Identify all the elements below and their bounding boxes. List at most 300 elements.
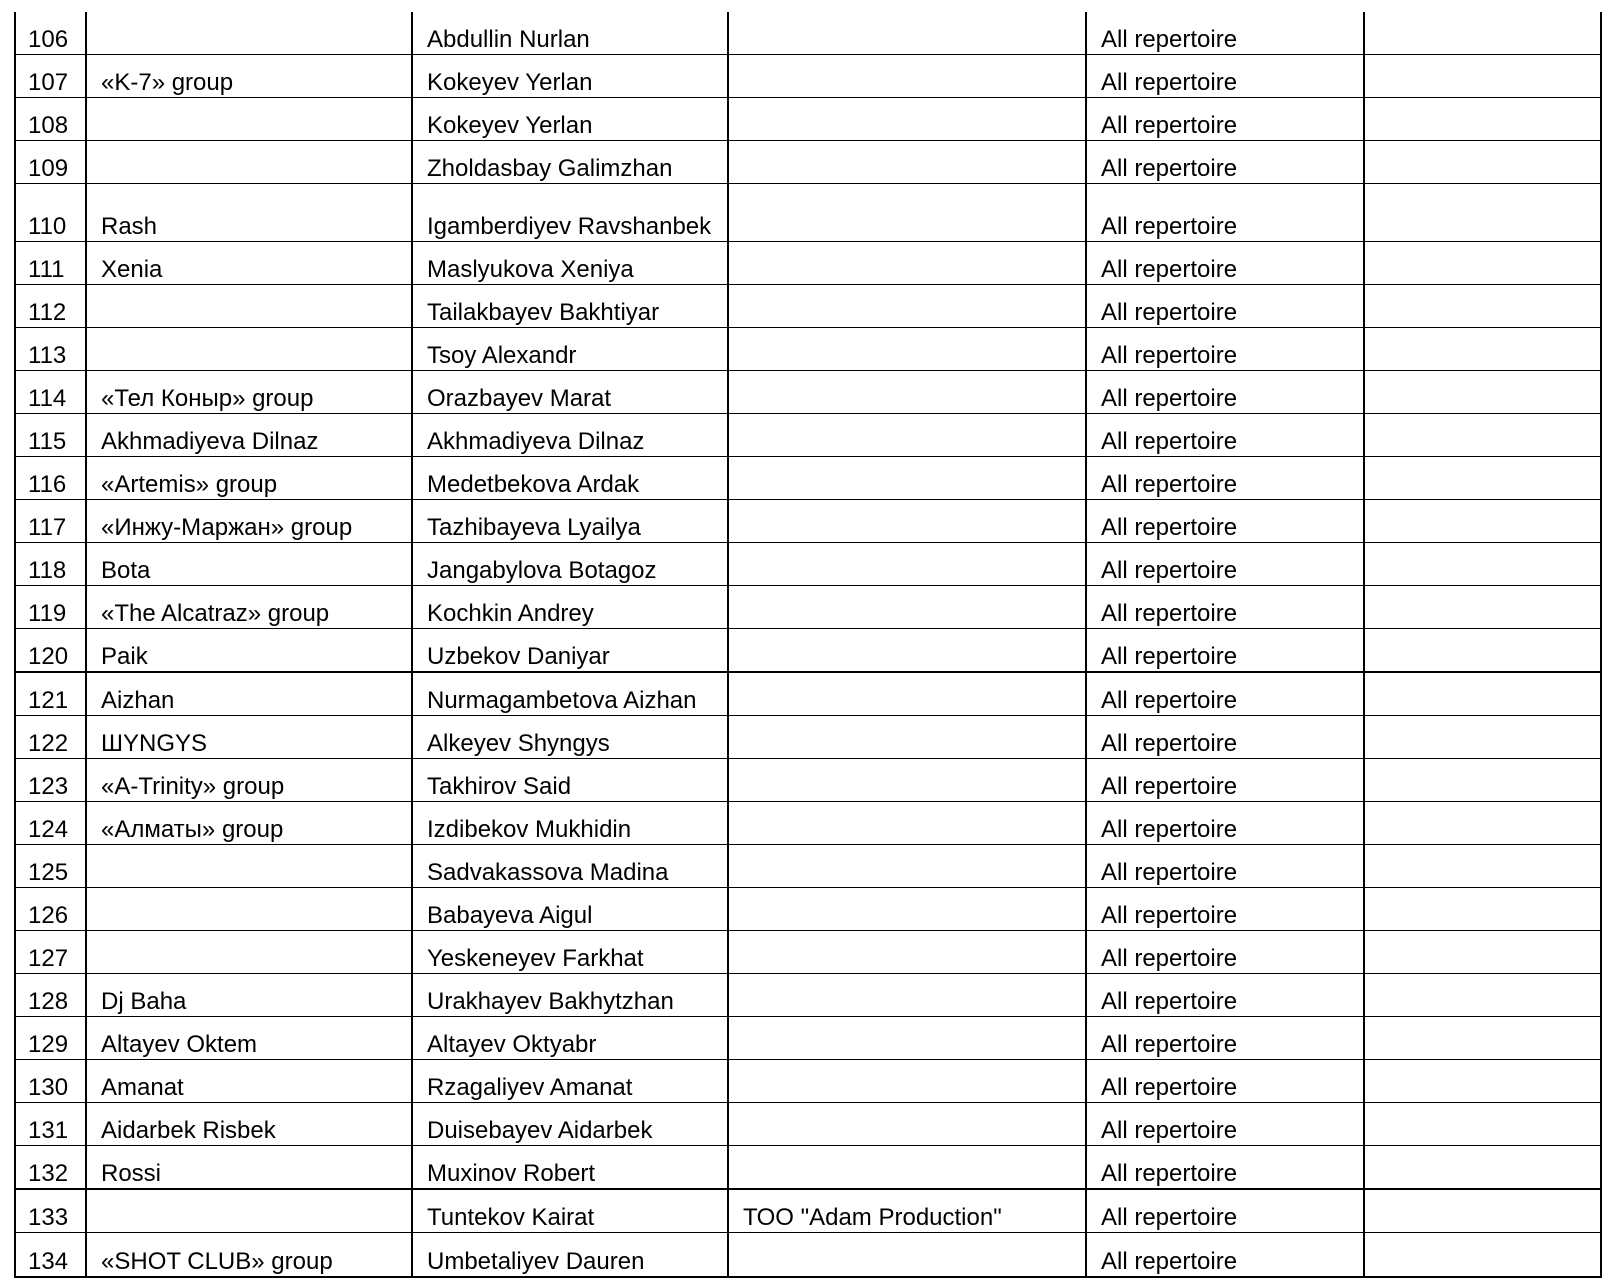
organization-cell (728, 759, 1086, 802)
extra-cell (1364, 328, 1601, 371)
author-name-cell-text: Orazbayev Marat (427, 385, 612, 412)
row-number-cell (15, 974, 86, 1017)
organization-cell (728, 1017, 1086, 1060)
organization-cell (728, 1233, 1086, 1278)
author-name-cell-text: Abdullin Nurlan (427, 26, 590, 53)
author-name-cell (412, 759, 728, 802)
organization-cell (728, 672, 1086, 716)
organization-cell (728, 414, 1086, 457)
repertoire-cell-text: All repertoire (1101, 299, 1238, 326)
alias-cell (86, 672, 412, 716)
row-number-cell (15, 328, 86, 371)
extra-cell (1364, 141, 1601, 184)
table-row (15, 285, 1601, 328)
repertoire-cell-text: All repertoire (1101, 1074, 1238, 1101)
author-name-cell (412, 414, 728, 457)
extra-cell (1364, 184, 1601, 242)
organization-cell (728, 1189, 1086, 1233)
author-name-cell-text: Kokeyev Yerlan (427, 112, 593, 139)
organization-cell-text (743, 1275, 1085, 1276)
table-row (15, 242, 1601, 285)
organization-cell (728, 716, 1086, 759)
alias-cell-text: «Инжу-Маржан» group (101, 514, 353, 541)
table-row (15, 974, 1601, 1017)
repertoire-table-sheet (14, 12, 1600, 1278)
row-number-cell (15, 716, 86, 759)
repertoire-cell-text: All repertoire (1101, 643, 1238, 670)
row-number-cell-text: 126 (28, 902, 69, 929)
organization-cell (728, 500, 1086, 543)
extra-cell (1364, 1060, 1601, 1103)
extra-cell (1364, 974, 1601, 1017)
table-row (15, 802, 1601, 845)
repertoire-cell-text: All repertoire (1101, 213, 1238, 240)
repertoire-cell-text: All repertoire (1101, 859, 1238, 886)
table-row (15, 371, 1601, 414)
author-name-cell-text: Tuntekov Kairat (427, 1204, 595, 1231)
alias-cell-text: «A-Trinity» group (101, 773, 285, 800)
alias-cell (86, 1146, 412, 1190)
alias-cell (86, 759, 412, 802)
organization-cell (728, 931, 1086, 974)
organization-cell (728, 586, 1086, 629)
author-name-cell (412, 457, 728, 500)
table-row (15, 98, 1601, 141)
organization-cell (728, 141, 1086, 184)
alias-cell (86, 285, 412, 328)
author-name-cell-text: Umbetaliyev Dauren (427, 1248, 645, 1275)
alias-cell (86, 974, 412, 1017)
organization-cell (728, 371, 1086, 414)
extra-cell (1364, 414, 1601, 457)
author-name-cell-text: Izdibekov Mukhidin (427, 816, 632, 843)
author-name-cell-text: Kochkin Andrey (427, 600, 594, 627)
table-row (15, 12, 1601, 55)
row-number-cell-text: 119 (28, 600, 67, 627)
author-name-cell-text: Nurmagambetova Aizhan (427, 687, 697, 714)
table-row (15, 716, 1601, 759)
repertoire-cell-text: All repertoire (1101, 1160, 1238, 1187)
repertoire-cell (1086, 1060, 1364, 1103)
extra-cell (1364, 586, 1601, 629)
repertoire-cell-text: All repertoire (1101, 1117, 1238, 1144)
alias-cell (86, 543, 412, 586)
author-name-cell (412, 12, 728, 55)
row-number-cell (15, 931, 86, 974)
alias-cell-text: ШYNGYS (101, 730, 208, 757)
row-number-cell (15, 12, 86, 55)
organization-cell (728, 543, 1086, 586)
table-row (15, 141, 1601, 184)
author-name-cell (412, 1103, 728, 1146)
row-number-cell-text: 107 (28, 69, 69, 96)
row-number-cell (15, 500, 86, 543)
alias-cell (86, 414, 412, 457)
row-number-cell-text: 121 (28, 687, 69, 714)
row-number-cell (15, 1233, 86, 1278)
row-number-cell-text: 111 (28, 256, 65, 283)
row-number-cell (15, 141, 86, 184)
author-name-cell-text: Medetbekova Ardak (427, 471, 640, 498)
author-name-cell (412, 543, 728, 586)
row-number-cell-text: 116 (28, 471, 67, 498)
alias-cell-text: Aidarbek Risbek (101, 1117, 276, 1144)
extra-cell (1364, 888, 1601, 931)
author-name-cell (412, 888, 728, 931)
repertoire-cell-text: All repertoire (1101, 902, 1238, 929)
repertoire-cell (1086, 371, 1364, 414)
row-number-cell (15, 586, 86, 629)
author-name-cell-text: Sadvakassova Madina (427, 859, 669, 886)
row-number-cell (15, 802, 86, 845)
extra-cell (1364, 759, 1601, 802)
row-number-cell-text: 109 (28, 155, 69, 182)
repertoire-cell-text: All repertoire (1101, 428, 1238, 455)
row-number-cell-text: 106 (28, 26, 69, 53)
organization-cell (728, 629, 1086, 673)
row-number-cell (15, 457, 86, 500)
organization-cell (728, 845, 1086, 888)
table-row (15, 500, 1601, 543)
alias-cell (86, 55, 412, 98)
row-number-cell (15, 1189, 86, 1233)
alias-cell (86, 141, 412, 184)
repertoire-cell (1086, 98, 1364, 141)
row-number-cell (15, 1060, 86, 1103)
row-number-cell (15, 1103, 86, 1146)
row-number-cell-text: 130 (28, 1074, 69, 1101)
alias-cell (86, 1233, 412, 1278)
table-row (15, 759, 1601, 802)
row-number-cell (15, 845, 86, 888)
repertoire-cell (1086, 328, 1364, 371)
table-row (15, 586, 1601, 629)
repertoire-cell (1086, 716, 1364, 759)
row-number-cell-text: 120 (28, 643, 69, 670)
row-number-cell (15, 371, 86, 414)
alias-cell (86, 888, 412, 931)
author-name-cell (412, 98, 728, 141)
extra-cell (1364, 1017, 1601, 1060)
repertoire-cell-text: All repertoire (1101, 155, 1238, 182)
repertoire-cell-text: All repertoire (1101, 471, 1238, 498)
repertoire-cell (1086, 974, 1364, 1017)
author-name-cell (412, 371, 728, 414)
table-row (15, 457, 1601, 500)
repertoire-cell-text: All repertoire (1101, 988, 1238, 1015)
alias-cell (86, 931, 412, 974)
table-row (15, 672, 1601, 716)
extra-cell (1364, 716, 1601, 759)
repertoire-cell (1086, 414, 1364, 457)
extra-cell (1364, 672, 1601, 716)
alias-cell-text: «Алматы» group (101, 816, 284, 843)
repertoire-cell-text: All repertoire (1101, 256, 1238, 283)
organization-cell (728, 242, 1086, 285)
table-row (15, 55, 1601, 98)
alias-cell-text: «The Alcatraz» group (101, 600, 330, 627)
repertoire-table (14, 12, 1602, 1278)
extra-cell-text (1379, 1187, 1600, 1188)
author-name-cell (412, 55, 728, 98)
organization-cell (728, 1103, 1086, 1146)
author-name-cell-text: Takhirov Said (427, 773, 572, 800)
table-row (15, 1233, 1601, 1278)
extra-cell (1364, 12, 1601, 55)
author-name-cell (412, 1060, 728, 1103)
author-name-cell-text: Tailakbayev Bakhtiyar (427, 299, 660, 326)
alias-cell (86, 457, 412, 500)
alias-cell (86, 328, 412, 371)
row-number-cell (15, 672, 86, 716)
author-name-cell-text: Jangabylova Botagoz (427, 557, 657, 584)
repertoire-cell (1086, 457, 1364, 500)
repertoire-cell-text: All repertoire (1101, 385, 1238, 412)
row-number-cell-text: 118 (28, 557, 67, 584)
repertoire-cell-text: All repertoire (1101, 514, 1238, 541)
author-name-cell-text: Urakhayev Bakhytzhan (427, 988, 674, 1015)
table-row (15, 414, 1601, 457)
repertoire-cell (1086, 141, 1364, 184)
alias-cell (86, 184, 412, 242)
author-name-cell (412, 931, 728, 974)
repertoire-cell (1086, 1189, 1364, 1233)
extra-cell (1364, 457, 1601, 500)
extra-cell (1364, 285, 1601, 328)
repertoire-cell (1086, 629, 1364, 673)
author-name-cell (412, 285, 728, 328)
author-name-cell (412, 672, 728, 716)
author-name-cell-text: Babayeva Aigul (427, 902, 593, 929)
author-name-cell (412, 802, 728, 845)
author-name-cell (412, 328, 728, 371)
repertoire-cell (1086, 931, 1364, 974)
alias-cell (86, 1189, 412, 1233)
extra-cell-text (1379, 1275, 1600, 1276)
table-row (15, 328, 1601, 371)
repertoire-cell (1086, 586, 1364, 629)
row-number-cell (15, 888, 86, 931)
organization-cell (728, 1060, 1086, 1103)
repertoire-cell (1086, 55, 1364, 98)
author-name-cell-text: Duisebayev Aidarbek (427, 1117, 653, 1144)
alias-cell (86, 629, 412, 673)
table-row (15, 1060, 1601, 1103)
repertoire-cell (1086, 1233, 1364, 1278)
alias-cell-text: Rash (101, 213, 158, 240)
repertoire-cell-text: All repertoire (1101, 773, 1238, 800)
alias-cell-text: Xenia (101, 256, 163, 283)
author-name-cell (412, 974, 728, 1017)
repertoire-cell-text: All repertoire (1101, 600, 1238, 627)
alias-cell-text: Dj Baha (101, 988, 187, 1015)
organization-cell (728, 888, 1086, 931)
author-name-cell (412, 716, 728, 759)
alias-cell (86, 845, 412, 888)
row-number-cell (15, 759, 86, 802)
extra-cell (1364, 802, 1601, 845)
author-name-cell-text: Rzagaliyev Amanat (427, 1074, 633, 1101)
repertoire-cell-text: All repertoire (1101, 816, 1238, 843)
table-row (15, 1017, 1601, 1060)
row-number-cell-text: 133 (28, 1204, 69, 1231)
organization-cell-text: ТОО "Adam Production" (743, 1204, 1002, 1231)
repertoire-cell (1086, 759, 1364, 802)
extra-cell (1364, 1103, 1601, 1146)
repertoire-cell (1086, 500, 1364, 543)
organization-cell (728, 1146, 1086, 1190)
author-name-cell-text: Alkeyev Shyngys (427, 730, 610, 757)
author-name-cell-text: Altayev Oktyabr (427, 1031, 597, 1058)
repertoire-cell-text: All repertoire (1101, 112, 1238, 139)
alias-cell-text: Paik (101, 643, 148, 670)
extra-cell (1364, 1233, 1601, 1278)
extra-cell (1364, 931, 1601, 974)
author-name-cell (412, 242, 728, 285)
row-number-cell (15, 184, 86, 242)
table-row (15, 931, 1601, 974)
repertoire-cell (1086, 184, 1364, 242)
alias-cell-text: «K-7» group (101, 69, 234, 96)
extra-cell (1364, 845, 1601, 888)
repertoire-cell (1086, 242, 1364, 285)
author-name-cell-text: Yeskeneyev Farkhat (427, 945, 644, 972)
table-row (15, 1146, 1601, 1190)
organization-cell-text (743, 670, 1085, 671)
alias-cell (86, 716, 412, 759)
repertoire-cell-text: All repertoire (1101, 342, 1238, 369)
extra-cell (1364, 500, 1601, 543)
repertoire-cell (1086, 888, 1364, 931)
author-name-cell (412, 500, 728, 543)
row-number-cell-text: 110 (28, 213, 67, 240)
row-number-cell-text: 129 (28, 1031, 69, 1058)
organization-cell (728, 457, 1086, 500)
author-name-cell (412, 1146, 728, 1190)
extra-cell (1364, 55, 1601, 98)
repertoire-cell (1086, 1103, 1364, 1146)
extra-cell (1364, 1189, 1601, 1233)
author-name-cell (412, 1233, 728, 1278)
author-name-cell-text: Muxinov Robert (427, 1160, 596, 1187)
alias-cell (86, 500, 412, 543)
alias-cell (86, 802, 412, 845)
alias-cell-text: Altayev Oktem (101, 1031, 258, 1058)
repertoire-cell (1086, 285, 1364, 328)
author-name-cell-text: Uzbekov Daniyar (427, 643, 610, 670)
alias-cell (86, 1103, 412, 1146)
repertoire-cell-text: All repertoire (1101, 945, 1238, 972)
row-number-cell-text: 108 (28, 112, 69, 139)
row-number-cell-text: 127 (28, 945, 69, 972)
alias-cell-text: Rossi (101, 1160, 162, 1187)
repertoire-cell-text: All repertoire (1101, 687, 1238, 714)
table-row (15, 629, 1601, 673)
alias-cell (86, 242, 412, 285)
alias-cell-text: «Artemis» group (101, 471, 278, 498)
row-number-cell (15, 414, 86, 457)
table-row (15, 845, 1601, 888)
row-number-cell (15, 1017, 86, 1060)
alias-cell-text: Akhmadiyeva Dilnaz (101, 428, 319, 455)
repertoire-cell (1086, 543, 1364, 586)
author-name-cell-text: Kokeyev Yerlan (427, 69, 593, 96)
organization-cell-text (743, 1187, 1085, 1188)
repertoire-cell (1086, 672, 1364, 716)
author-name-cell (412, 845, 728, 888)
organization-cell (728, 802, 1086, 845)
author-name-cell-text: Igamberdiyev Ravshanbek (427, 213, 712, 240)
author-name-cell-text: Maslyukova Xeniya (427, 256, 634, 283)
repertoire-cell (1086, 802, 1364, 845)
table-row (15, 1189, 1601, 1233)
extra-cell (1364, 629, 1601, 673)
table-row (15, 184, 1601, 242)
row-number-cell (15, 285, 86, 328)
alias-cell (86, 371, 412, 414)
alias-cell-text: «Тел Коныр» group (101, 385, 314, 412)
row-number-cell (15, 98, 86, 141)
author-name-cell (412, 141, 728, 184)
alias-cell-text: Aizhan (101, 687, 175, 714)
author-name-cell (412, 1017, 728, 1060)
row-number-cell-text: 112 (28, 299, 67, 326)
row-number-cell-text: 117 (28, 514, 67, 541)
author-name-cell-text: Tazhibayeva Lyailya (427, 514, 641, 541)
extra-cell (1364, 543, 1601, 586)
repertoire-cell-text: All repertoire (1101, 69, 1238, 96)
row-number-cell-text: 122 (28, 730, 69, 757)
organization-cell (728, 98, 1086, 141)
row-number-cell-text: 134 (28, 1248, 69, 1275)
author-name-cell (412, 184, 728, 242)
extra-cell (1364, 242, 1601, 285)
row-number-cell-text: 128 (28, 988, 69, 1015)
table-row (15, 543, 1601, 586)
repertoire-cell-text: All repertoire (1101, 1204, 1238, 1231)
repertoire-cell-text: All repertoire (1101, 26, 1238, 53)
row-number-cell-text: 125 (28, 859, 69, 886)
repertoire-cell (1086, 1017, 1364, 1060)
author-name-cell-text: Akhmadiyeva Dilnaz (427, 428, 645, 455)
row-number-cell (15, 242, 86, 285)
extra-cell (1364, 98, 1601, 141)
organization-cell (728, 184, 1086, 242)
repertoire-cell-text: All repertoire (1101, 730, 1238, 757)
organization-cell (728, 12, 1086, 55)
alias-cell (86, 12, 412, 55)
extra-cell-text (1379, 670, 1600, 671)
alias-cell-text: Bota (101, 557, 151, 584)
author-name-cell-text: Zholdasbay Galimzhan (427, 155, 673, 182)
repertoire-cell-text: All repertoire (1101, 1248, 1238, 1275)
row-number-cell (15, 629, 86, 673)
row-number-cell (15, 543, 86, 586)
organization-cell (728, 328, 1086, 371)
table-row (15, 1103, 1601, 1146)
repertoire-cell (1086, 12, 1364, 55)
row-number-cell-text: 131 (28, 1117, 69, 1144)
alias-cell-text: Amanat (101, 1074, 184, 1101)
row-number-cell-text: 114 (28, 385, 67, 412)
alias-cell (86, 586, 412, 629)
extra-cell (1364, 371, 1601, 414)
author-name-cell-text: Tsoy Alexandr (427, 342, 577, 369)
alias-cell-text: «SHOT CLUB» group (101, 1248, 333, 1275)
row-number-cell (15, 55, 86, 98)
alias-cell (86, 1060, 412, 1103)
table-row (15, 888, 1601, 931)
